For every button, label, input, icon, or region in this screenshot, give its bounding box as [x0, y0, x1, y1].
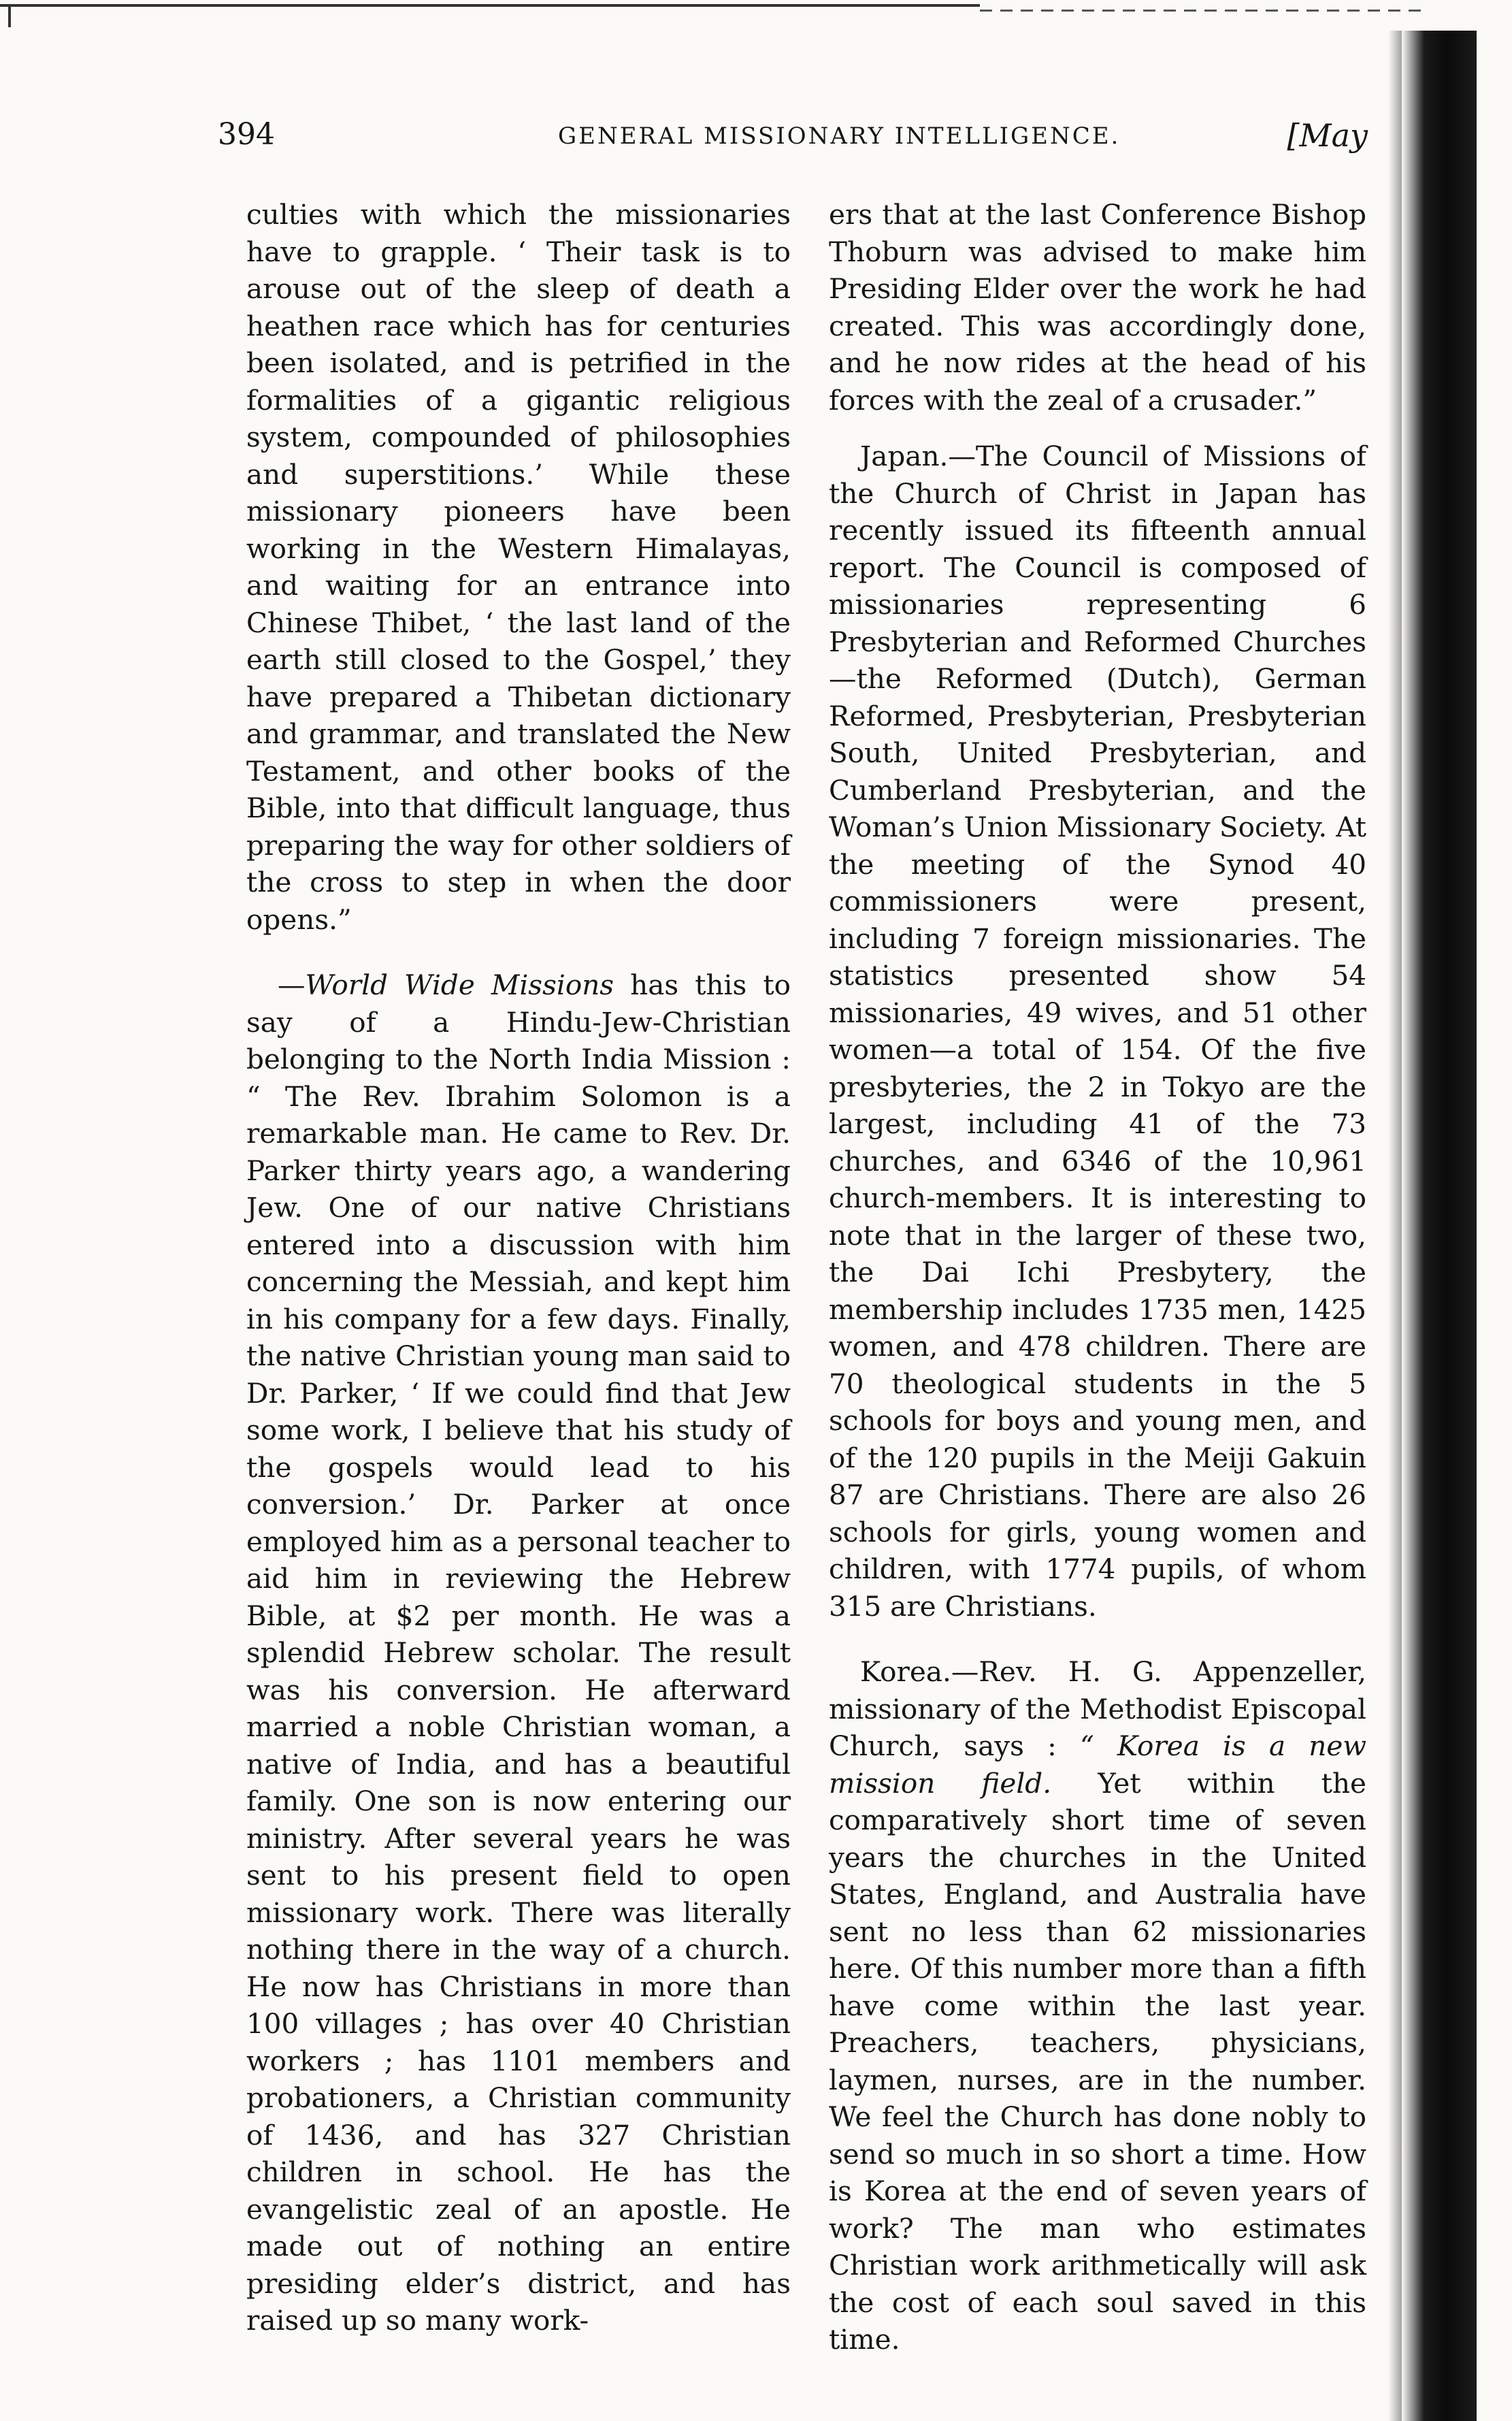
solomon-paragraph: [246, 966, 791, 2339]
book-spine: [1402, 31, 1477, 2421]
japan-paragraph: Japan.—The Council of Missions of the Church of Christ in Japan has recently issued its fifteenth annual report. The Council is composed of missionaries representing 6 Presbyterian and Reformed Churches—the Reformed (Dutch), German Reformed, Presbyterian, Presbyterian South, United Presbyterian, and Cumberland Presbyterian, and the Woman’s Union Missionary Society. At the meeting of the Synod 40 commissioners were present, including 7 foreign missionaries. The statistics presented show 54 missionaries, 49 wives, and 51 other women—a total of 154. Of the five presbyteries, the 2 in Tokyo are the largest, including 41 of the 73 churches, and 6346 of the 10,961 church-members. It is interesting to note that in the larger of these two, the Dai Ichi Presbytery, the membership includes 1735 men, 1425 women, and 478 children. There are 70 theological students in the 5 schools for boys and young men, and of the 120 pupils in the Meiji Gakuin 87 are Christians. There are also 26 schools for girls, young women and children, with 1774 pupils, of whom 315 are Christians.: [829, 440, 1366, 1623]
korea-lead: Korea.—Rev. H. G. Appenzeller, missionary of the Methodist Episcopal Church, says :: [829, 1655, 1366, 1762]
running-month: [May: [1287, 117, 1368, 154]
page-number: 394: [218, 117, 275, 152]
solomon-text: has this to say of a Hindu-Jew-Christian belonging to the North India Mission : “ The Rev. Ibrahim Solomon is a remarkable man. He came to Rev. Dr. Parker thirty years ago, a wandering Jew. One of our native Christians entered into a discussion with him concerning the Messiah, and kept him in his company for a few days. Finally, the native Christian young man said to Dr. Parker, ‘ If we could find that Jew some work, I believe that his study of the gospels would lead to his conversion.’ Dr. Parker at once employed him as a personal teacher to aid him in reviewing the Hebrew Bible, at $2 per month. He was a splendid Hebrew scholar. The result was his conversion. He afterward married a noble Christian woman, a native of India, and has a beautiful family. One son is now entering our ministry. After several years he was sent to his present field to open missionary work. There was literally nothing there in the way of a church. He now has Christians in more than 100 villages ; has over 40 Christian workers ; has 1101 members and probationers, a Christian community of 1436, and has 327 Christian children in school. He has the evangelistic zeal of an apostle. He made out of nothing an entire presiding elder’s district, and has raised up so many work-: [246, 969, 791, 2337]
right-column: [829, 196, 1366, 2358]
book-spine-shadow: [1388, 31, 1402, 2421]
page-header: [218, 117, 1368, 165]
left-column: [246, 196, 791, 2339]
korea-text: Yet within the comparatively short time of seven years the churches in the United States, England, and Australia have sent no less than 62 missionaries here. Of this number more than a fifth have come within the last year. Preachers, teachers, physicians, laymen, nurses, are in the number. We feel the Church has done nobly to send so much in so short a time. How is Korea at the end of seven years of work? The man who estimates Christian work arithmetically will ask the cost of each soul saved in this time.: [829, 1766, 1366, 2356]
publication-title: World Wide Missions: [305, 969, 614, 1001]
top-border-tick: [8, 4, 11, 27]
running-title: GENERAL MISSIONARY INTELLIGENCE.: [558, 123, 1121, 150]
thibet-paragraph: culties with which the missionaries have to grapple. ‘ Their task is to arouse out of the sleep of death a heathen race which has for centuries been isolated, and is petrified in the formalities of a gigantic religious system, compounded of philosophies and superstitions.’ While these missionary pioneers have been working in the Western Himalayas, and waiting for an entrance into Chinese Thibet, ‘ the last land of the earth still closed to the Gospel,’ they have prepared a Thibetan dictionary and grammar, and translated the New Testament, and other books of the Bible, into that difficult language, thus preparing the way for other soldiers of the cross to step in when the door opens.”: [246, 198, 791, 936]
em-dash: —: [278, 969, 306, 1001]
korea-paragraph: [829, 1653, 1366, 2358]
thoburn-paragraph: ers that at the last Conference Bishop Thoburn was advised to make him Presiding Elder over the work he had created. This was accordingly done, and he now rides at the head of his forces with the zeal of a crusader.”: [829, 198, 1366, 417]
top-border-dashes: [980, 10, 1429, 12]
top-border-rule: [0, 4, 980, 7]
korea-quote-open: “ Korea is a new mission field.: [829, 1729, 1367, 1800]
